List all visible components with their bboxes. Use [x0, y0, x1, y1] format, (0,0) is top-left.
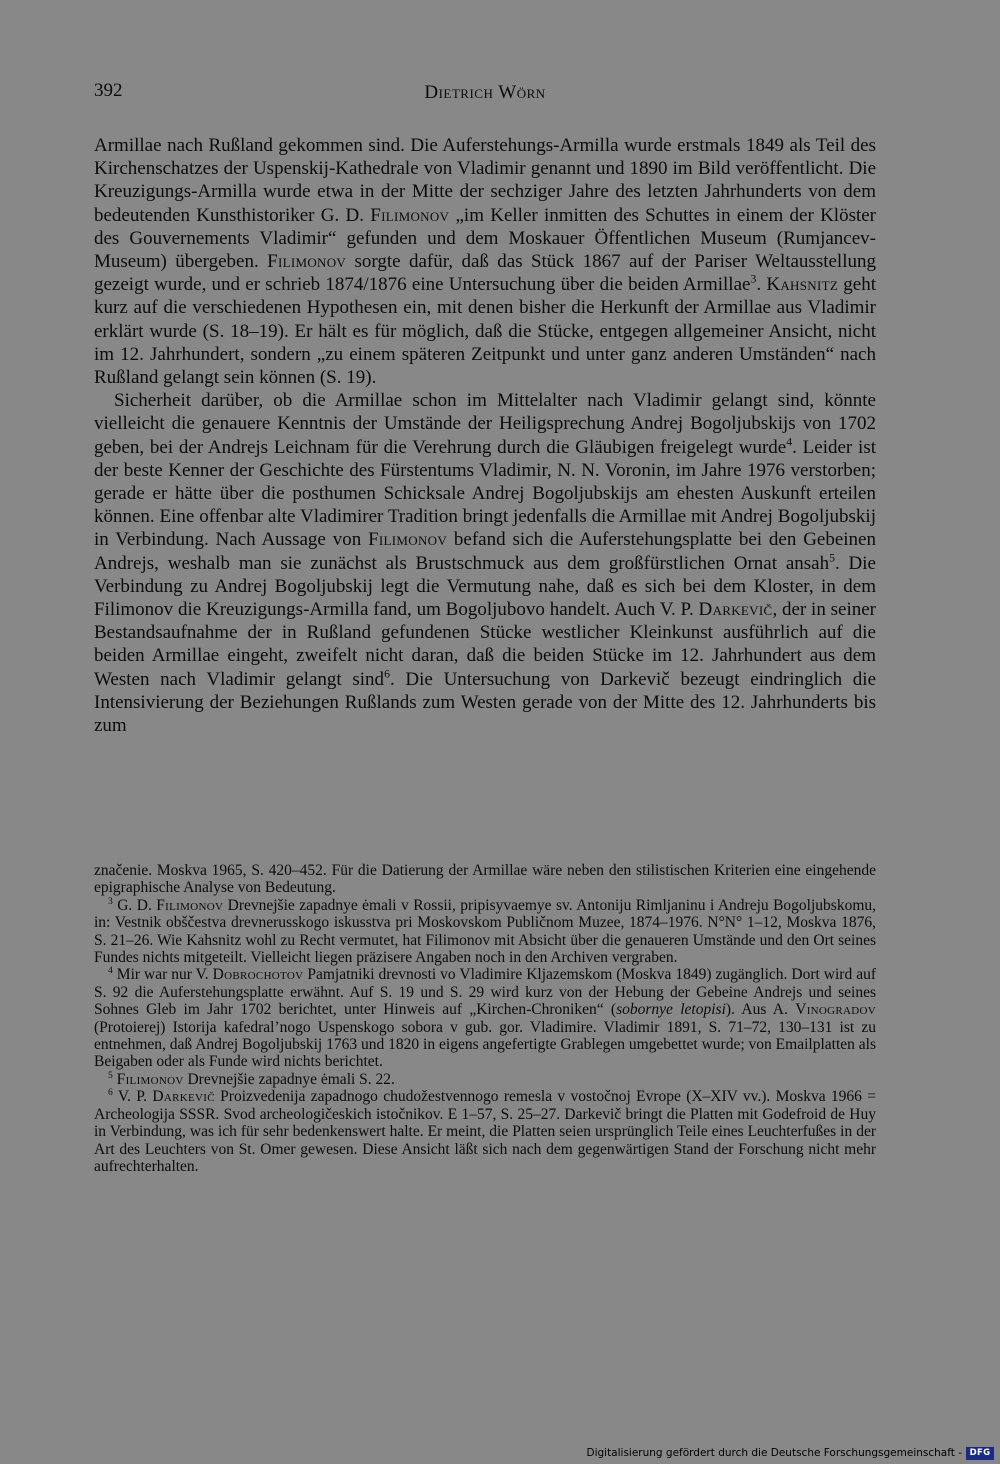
author-name: Filimonov [267, 251, 347, 273]
text-run: . Die Untersuchung von Darkevič bezeugt eindringlich die Intensivierung der Beziehungen Rußlands zum Westen gerade von der Mitte des 12. Jahrhunderts bis zum [94, 668, 876, 737]
text-run: , der in seiner Bestandsaufnahme der in Rußland gefundenen Stücke westlicher Kleinkunst ausführlich auf die beiden Armillae eingeht, zweifelt nicht daran, daß die beiden Stücke im 12. Jahrhundert aus dem Westen nach Vladimir gelangt sind [94, 599, 876, 690]
footnotes [94, 862, 876, 1175]
text-run: . [756, 274, 767, 296]
author-name: Kahsnitz [766, 274, 839, 296]
footnote-number: 6 [108, 1087, 113, 1099]
text-run: (Protoierej) Istorija kafedral’nogo Uspenskogo sobora v gub. gor. Vladimire. Vladimir 1891, S. 71–72, 130–131 ist zu entnehmen, daß Andrej Bogoljubskij 1763 und 1820 in eigens angefertigte Grablegen umgebettet wurde; von Emailplatten als Beigaben oder als Funde wird nichts berichtet. [94, 1018, 876, 1071]
text-run: Proizvedenija zapadnogo chudožestvennogo remesla v vostočnoj Evrope (X–XIV vv.). Moskva 1966 = Archeologija SSSR. Svod archeologičeskich istočnikov. E 1–57, S. 25–27. Darkevič bringt die Platten mit Godefroid de Huy in Verbindung, was ich für sehr bedenkenswert halte. Er meint, die Platten seien ursprünglich Teile eines Leuchterfußes in der Art des Leuchters von St. Omer gewesen. Diese Ansicht läßt sich nach dem gegenwärtigen Stand der Forschung nicht mehr aufrechterhalten. [94, 1088, 876, 1175]
text-run: ). Aus A. [725, 1001, 796, 1019]
text-run: befand sich die Auferstehungsplatte bei den Gebeinen Andrejs, weshalb man sie zunächst als Brustschmuck aus dem großfürstlichen Ornat ansah [94, 529, 876, 574]
text-run: „im Keller inmitten des Schuttes in einem der Klöster des Gouvernements Vladimir“ gefunden und dem Moskauer Öffentlichen Museum (Rumjancev-Museum) übergeben. [94, 204, 876, 273]
text-run: sorgte dafür, daß das Stück 1867 auf der Pariser Weltausstellung gezeigt wurde, und er schrieb 1874/1876 eine Untersuchung über die beiden Armillae [94, 251, 876, 296]
dfg-logo: DFG [966, 1447, 994, 1460]
author-name: Vinogradov [795, 1001, 877, 1019]
text-run: Sicherheit darüber, ob die Armillae schon im Mittelalter nach Vladimir gelangt sind, könnte vielleicht die genauere Kenntnis der Umstände der Heiligsprechung Andrej Bogoljubskijs von 1702 geben, bei der Andrejs Leichnam für die Verehrung durch die Gläubigen freigelegt wurde [94, 390, 876, 458]
author-name: Filimonov [156, 896, 224, 914]
digitization-footer [0, 1442, 1000, 1464]
funding-notice: Digitalisierung gefördert durch die Deutsche Forschungsgemeinschaft - [586, 1447, 962, 1459]
running-title: Dietrich Wörn [424, 82, 546, 103]
footnote-ref-3: 3 [750, 272, 757, 286]
footnote-4 [94, 966, 876, 1070]
footnote-6 [94, 1088, 876, 1175]
footnote-continuation: značenie. Moskva 1965, S. 420–452. Für die Datierung der Armillae wäre neben den stilistischen Kriterien eine eingehende epigraphische Analyse von Bedeutung. [94, 862, 876, 897]
main-text [94, 134, 876, 737]
text-run: V. P. [112, 1088, 153, 1106]
author-name: Filimonov [116, 1070, 184, 1088]
footnote-ref-6: 6 [384, 667, 390, 681]
footnote-number: 3 [108, 895, 113, 907]
footnote-number: 5 [108, 1069, 113, 1081]
author-name: Filimonov [368, 529, 448, 551]
text-run: Drevnejšie zapadnye ėmali v Rossii, pripisyvaemye sv. Antoniju Rimljaninu i Andreju Bogoljubskomu, in: Vestnik obščestva drevnerusskogo iskusstva pri Moskovskom Publičnom Muzee, 1874–1976. N°N° 1–12, Moskva 1876, S. 21–26. Wie Kahsnitz wohl zu Recht vermutet, hat Filimonov mit Absicht über die genaueren Umstände und den Ort seines Fundes nichts mitgeteilt. Vielleicht liegen präzisere Angaben noch in den Archiven vergraben. [94, 896, 877, 967]
text-run: . Die Verbindung zu Andrej Bogoljubskij legt die Vermutung nahe, daß es sich bei dem Kloster, in dem Filimonov die Kreuzigungs-Armilla fand, um Bogoljubovo handelt. Auch V. P. [94, 552, 876, 621]
footnote-5 [94, 1071, 876, 1088]
text-run: . Leider ist der beste Kenner der Geschichte des Fürstentums Vladimir, N. N. Voronin, im Jahre 1976 verstorben; gerade er hätte über die posthumen Schicksale Andrej Bogoljubskijs am ehesten Auskunft erteilen können. Eine offenbar alte Vladimirer Tradition bringt jedenfalls die Armillae mit Andrej Bogoljubskij in Verbindung. Nach Aussage von [94, 436, 876, 551]
text-run: Mir war nur V. [112, 966, 213, 984]
text-run: G. D. [112, 896, 157, 914]
author-name: Filimonov [370, 204, 450, 226]
page-header [94, 80, 876, 110]
author-name: Dobrochotov [212, 966, 304, 984]
text-run: geht kurz auf die verschiedenen Hypothesen ein, mit denen bisher die Herkunft der Armillae aus Vladimir erklärt wurde (S. 18–19). Er hält es für möglich, daß die Stücke, entgegen allgemeiner Ansicht, nicht im 12. Jahrhundert, sondern „zu einem späteren Zeitpunkt und unter ganz anderen Umständen“ nach Rußland gelangt sein können (S. 19). [94, 274, 877, 389]
italic-title: sobornye letopisi [616, 1001, 726, 1019]
footnote-3 [94, 897, 876, 967]
page-number: 392 [94, 80, 123, 101]
footnote-number: 4 [108, 965, 113, 977]
author-name: Darkevič [698, 599, 773, 621]
footnote-ref-5: 5 [829, 551, 835, 565]
text-run: Armillae nach Rußland gekommen sind. Die Auferstehungs-Armilla wurde erstmals 1849 als Teil des Kirchenschatzes der Uspenskij-Kathedrale von Vladimir genannt und 1890 im Bild veröffentlicht. Die Kreuzigungs-Armilla wurde etwa in der Mitte der sechziger Jahre des letzten Jahrhunderts von dem bedeutenden Kunsthistoriker G. D. [94, 135, 876, 226]
author-name: Darkevič [152, 1088, 215, 1106]
text-run: Pamjatniki drevnosti vo Vladimire Kljazemskom (Moskva 1849) zugänglich. Dort wird auf S. 92 die Auferstehungsplatte erwähnt. Auf S. 19 und S. 29 wird kurz von der Hebung der Gebeine Andrejs und seines Sohnes Gleb im Jahr 1702 berichtet, unter Hinweis auf „Kirchen-Chroniken“ ( [94, 966, 876, 1019]
paragraph-1 [94, 134, 876, 389]
text-run: Drevnejšie zapadnye ėmali S. 22. [183, 1070, 395, 1088]
footnote-ref-4: 4 [786, 435, 793, 449]
paragraph-2 [94, 389, 876, 737]
